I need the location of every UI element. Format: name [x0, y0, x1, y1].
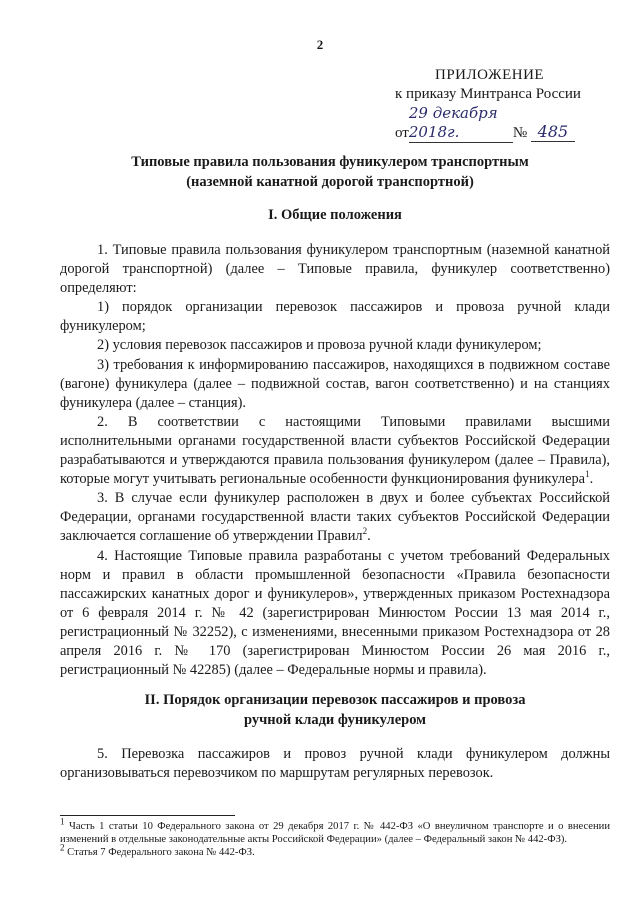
footnotes [60, 816, 610, 859]
date-prefix: от [395, 125, 409, 141]
appendix-stamp [395, 66, 595, 141]
page-number: 2 [316, 37, 324, 52]
footnote-ref-1: 1 [585, 469, 590, 480]
document-title [70, 152, 590, 192]
footnote-divider [60, 815, 235, 816]
section2-heading-line1: II. Порядок организации перевозок пассажиров и провоза [144, 692, 526, 708]
handwritten-number: 485 [531, 122, 575, 142]
section1-heading: I. Общие положения [268, 207, 402, 223]
paragraph-1: 1. Типовые правила пользования фуникулером транспортным (наземной канатной дорогой транспортной) (далее – Типовые правила, фуникулер соответственно) определяют: [60, 242, 610, 297]
section2-heading-line2: ручной клади фуникулером [243, 712, 427, 728]
paragraph-3: 3. В случае если фуникулер расположен в двух и более субъектах Российской Федерации, органами государственной власти таких субъектов Российской Федерации заключается соглашение об утверждении Правил$^2$. [60, 490, 610, 545]
footnote-2: $^2$ Статья 7 Федерального закона № 442-ФЗ. [60, 842, 255, 858]
appendix-title: ПРИЛОЖЕНИЕ [435, 67, 545, 83]
paragraph-5: 5. Перевозка пассажиров и провоз ручной клади фуникулером должны организовываться перевозчиком по маршрутам регулярных перевозок. [60, 746, 610, 782]
paragraph-4: 4. Настоящие Типовые правила разработаны с учетом требований Федеральных норм и правил в области промышленной безопасности «Правила безопасности пассажирских канатных дорог и фуникулеров», утвержденных приказом Ростехнадзора от 6 февраля 2014 г. № 42 (зарегистрирован Минюстом России 13 мая 2014 г., регистрационный № 32252), с изменениями, внесенными приказом Ростехнадзора от 28 апреля 2016 г. № 170 (зарегистрирован Минюстом России 26 мая 2016 г., регистрационный № 42285) (далее – Федеральные нормы и правила). [60, 547, 610, 679]
section2-heading [60, 690, 610, 730]
paragraph-1-item-2: 2) условия перевозок пассажиров и провоза ручной клади фуникулером; [97, 337, 542, 354]
paragraph-1-item-1: 1) порядок организации перевозок пассажиров и провоза ручной клади фуникулером; [60, 299, 610, 335]
document-title-line2: (наземной канатной дорогой транспортной) [186, 174, 474, 190]
section1-body [60, 241, 610, 680]
handwritten-date: 29 декабря 2018г. [409, 104, 513, 143]
footnote-ref-2: 2 [362, 526, 368, 537]
number-prefix: № [512, 125, 528, 141]
section2-body [60, 745, 610, 783]
appendix-date-number [395, 104, 595, 141]
appendix-order-ref: к приказу Минтранса России [395, 86, 581, 102]
paragraph-2: 2. В соответствии с настоящими Типовыми правилами высшими исполнительными органами государственной власти субъектов Российской Федерации разрабатываются и утверждаются правила пользования фуникулером (далее – Правила), которые могут учитывать региональные особенности функционирования фуникулера$^1$. [60, 413, 610, 488]
footnote-1: $^1$ Часть 1 статьи 10 Федерального закона от 29 декабря 2017 г. № 442-ФЗ «О внеуличном транспорте и о внесении изменений в отдельные законодательные акты Российской Федерации» (далее – Федеральный закон № 442-ФЗ). [60, 816, 610, 845]
paragraph-1-item-3: 3) требования к информированию пассажиров, находящихся в подвижном составе (вагоне) фуникулера (далее – подвижной состав, вагон соответственно) и на станциях фуникулера (далее – станция). [60, 356, 610, 411]
document-title-line1: Типовые правила пользования фуникулером транспортным [131, 154, 529, 170]
